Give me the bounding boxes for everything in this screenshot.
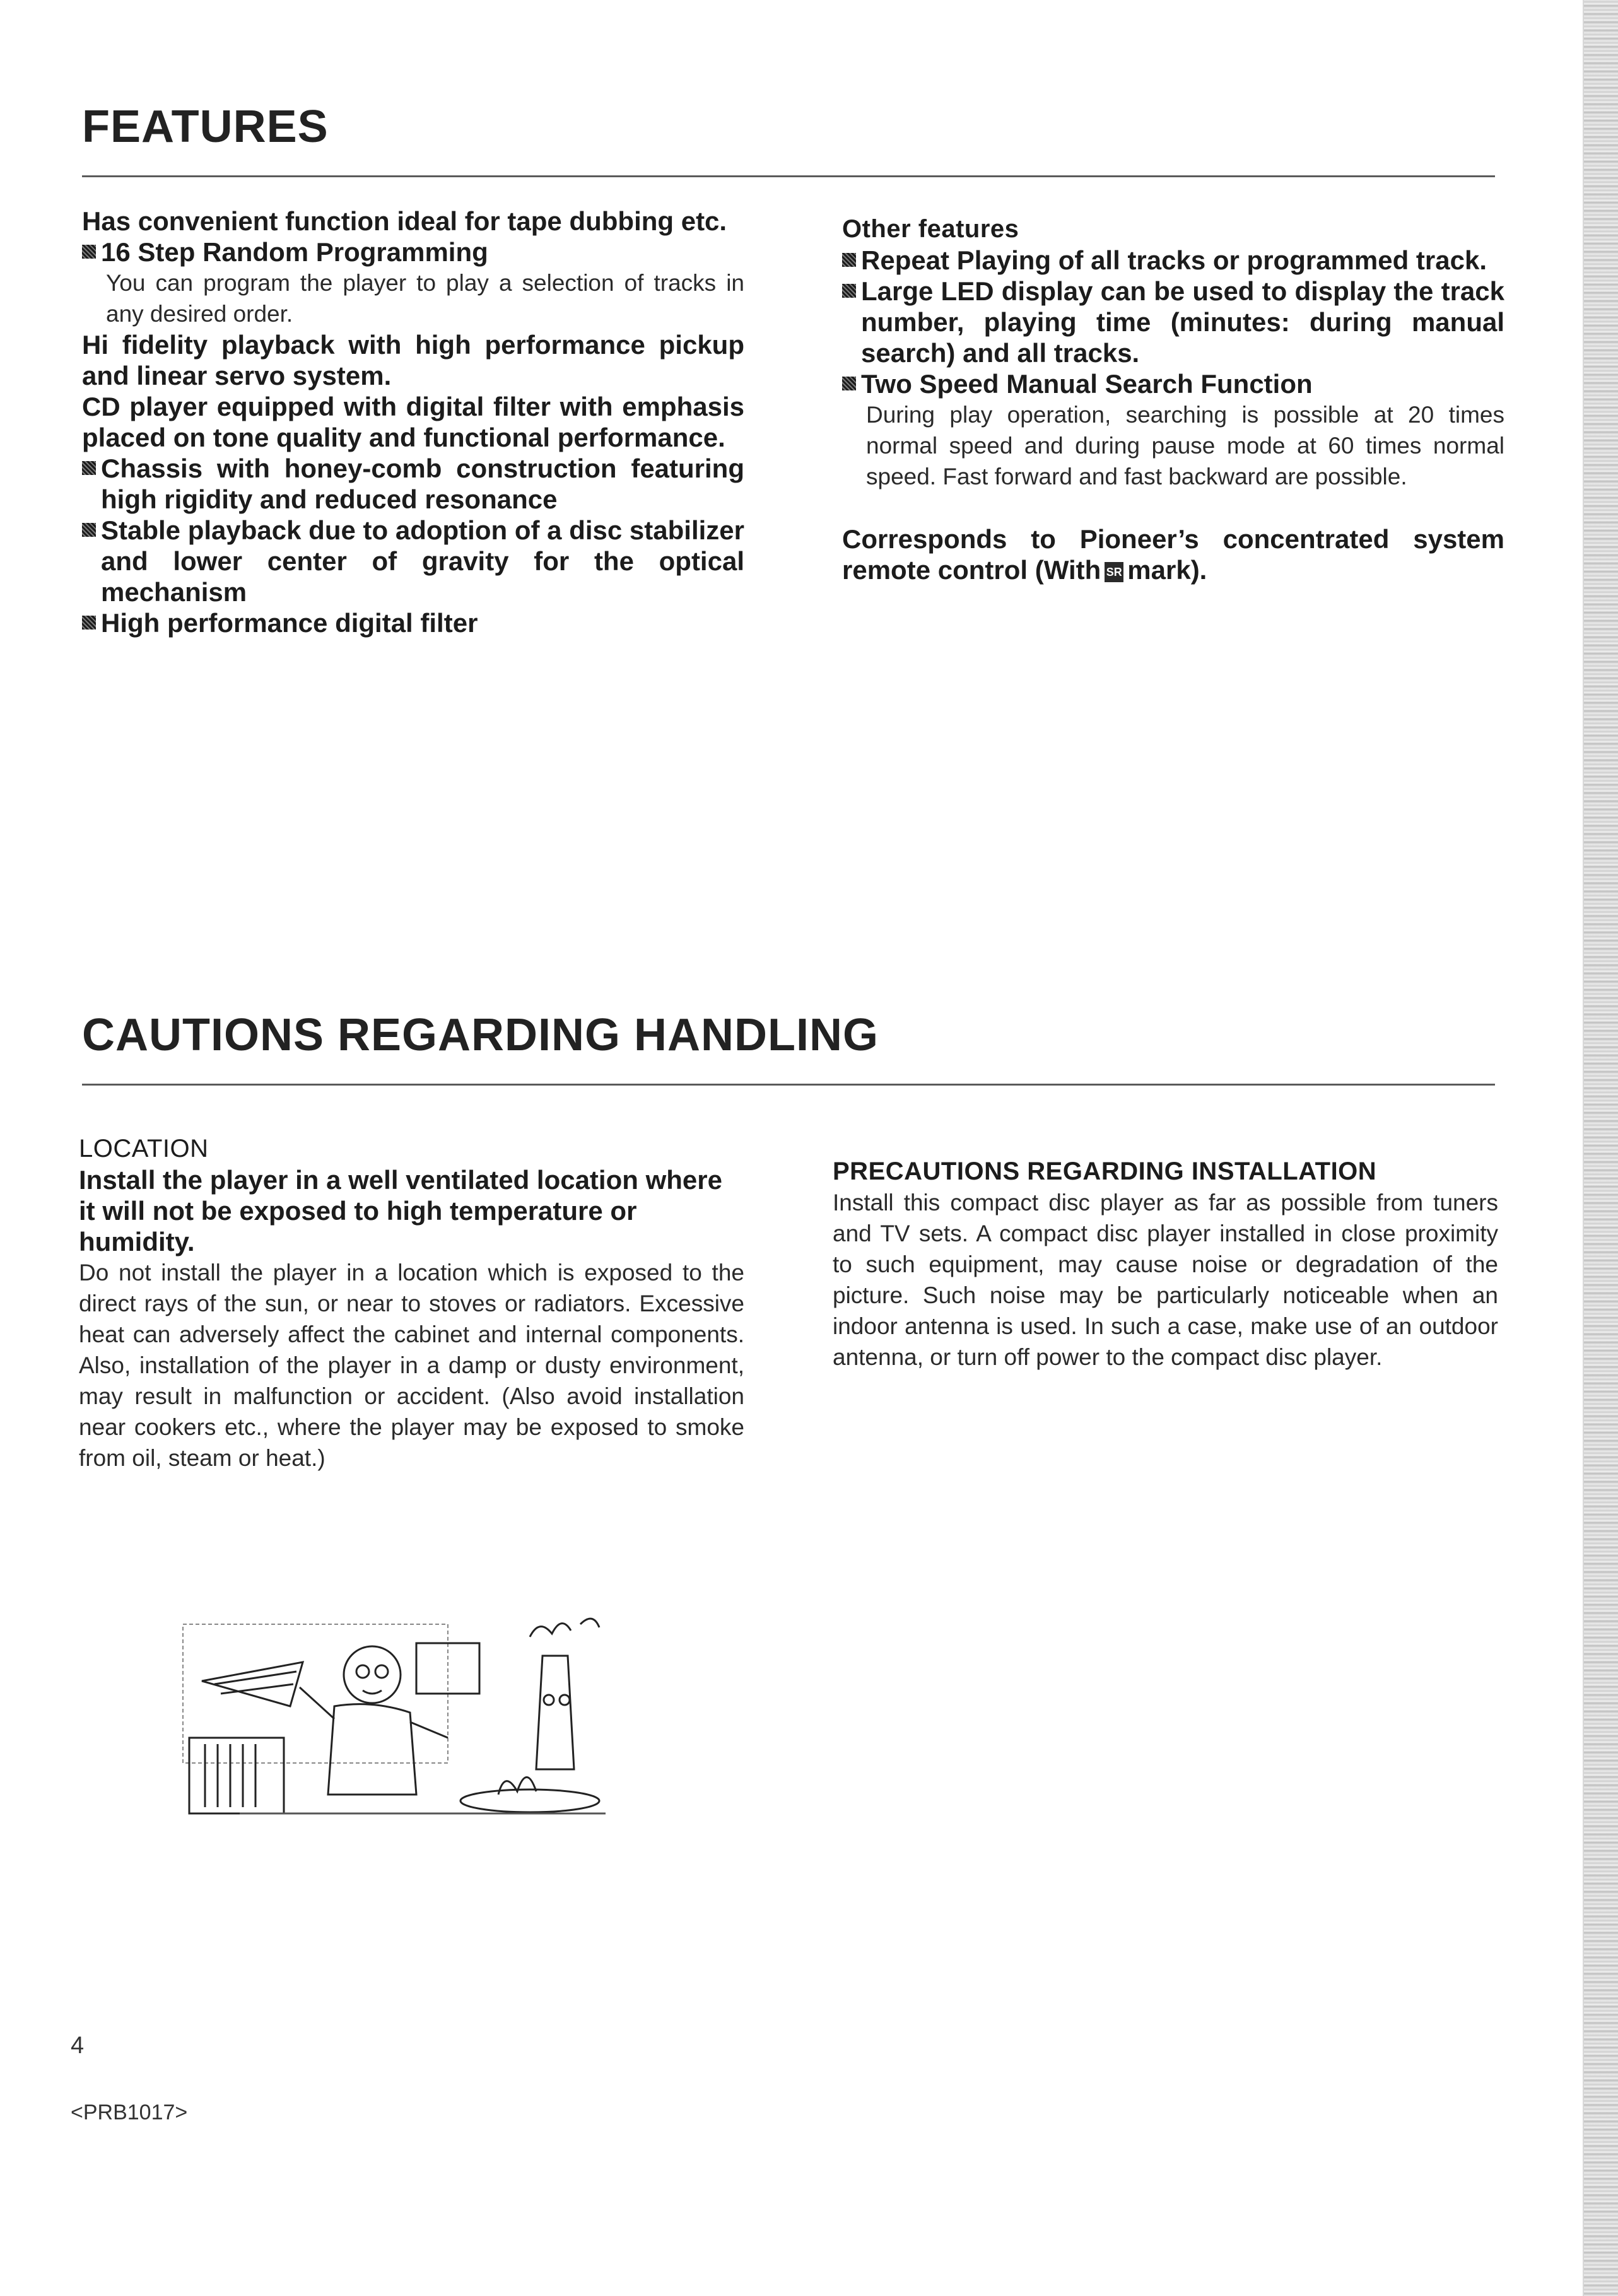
feature-random-programming-heading: 16 Step Random Programming (101, 237, 488, 267)
feature-item (82, 607, 744, 638)
feature-random-programming (82, 237, 744, 267)
feature-cd-filter: CD player equipped with digital filter with emphasis placed on tone quality and functional performance. (82, 392, 744, 452)
feature-item-text: High performance digital filter (101, 608, 478, 638)
feature-item-text: Repeat Playing of all tracks or programmed track. (861, 245, 1487, 275)
feature-intro: Has convenient function ideal for tape dubbing etc. (82, 206, 727, 236)
features-left-column (82, 206, 744, 638)
other-features-label: Other features (842, 215, 1019, 243)
square-bullet-icon (82, 616, 96, 630)
feature-search (842, 368, 1504, 399)
remote-control-note (842, 524, 1504, 585)
square-bullet-icon (82, 523, 96, 537)
feature-search-body: During play operation, searching is possible at 20 times normal speed and during pause mode at 60 times normal speed. Fast forward and fast backward are possible. (866, 402, 1504, 489)
square-bullet-icon (842, 253, 856, 267)
feature-item (82, 453, 744, 515)
features-rule (82, 175, 1495, 177)
sr-mark-icon: SR (1105, 562, 1123, 582)
feature-item (82, 515, 744, 607)
feature-item-text: Chassis with honey-comb construction featuring high rigidity and reduced resonance (101, 454, 744, 514)
precautions-column (833, 1156, 1498, 1373)
location-body: Do not install the player in a location which is exposed to the direct rays of the sun, or near to stoves or radiators. Excessive heat can adversely affect the cabinet and internal components. Also, installation of the player in a damp or dusty environment, may result in malfunction or accident. (Also avoid installation near cookers etc., where the player may be exposed to smoke from oil, steam or heat.) (79, 1260, 744, 1471)
cautions-rule (82, 1084, 1495, 1086)
cautions-title: CAUTIONS REGARDING HANDLING (82, 1010, 879, 1060)
square-bullet-icon (82, 461, 96, 475)
square-bullet-icon (82, 245, 96, 259)
document-code: <PRB1017> (71, 2100, 188, 2124)
features-right-column (842, 213, 1504, 585)
precautions-body: Install this compact disc player as far as possible from tuners and TV sets. A compact disc player installed in close proximity to such equipment, may cause noise or degradation of the picture. Such noise may be particularly noticeable when an indoor antenna is used. In such a case, make use of an outdoor antenna, or turn off power to the compact disc player. (833, 1190, 1498, 1370)
square-bullet-icon (842, 284, 856, 298)
page-number: 4 (71, 2032, 85, 2059)
features-title: FEATURES (82, 102, 329, 152)
feature-random-programming-body: You can program the player to play a selection of tracks in any desired order. (106, 270, 744, 327)
feature-item (842, 245, 1504, 276)
remote-control-note-end: mark). (1127, 555, 1207, 585)
heat-hazard-illustration (177, 1612, 618, 1826)
precautions-heading: PRECAUTIONS REGARDING INSTALLATION (833, 1157, 1377, 1185)
page-edge (1583, 0, 1618, 2296)
remote-control-note-text: Corresponds to Pioneer’s concentrated system remote control (With (842, 524, 1504, 585)
location-column (79, 1133, 744, 1473)
location-lead: Install the player in a well ventilated location where it will not be exposed to high temperature or humidity. (79, 1165, 722, 1256)
feature-item (842, 276, 1504, 368)
location-label: LOCATION (79, 1135, 209, 1163)
feature-item-text: Large LED display can be used to display the track number, playing time (minutes: during manual search) and all tracks. (861, 276, 1504, 368)
square-bullet-icon (842, 377, 856, 390)
feature-hi-fidelity: Hi fidelity playback with high performance pickup and linear servo system. (82, 330, 744, 390)
feature-search-heading: Two Speed Manual Search Function (861, 369, 1313, 399)
feature-item-text: Stable playback due to adoption of a disc stabilizer and lower center of gravity for the optical mechanism (101, 515, 744, 607)
